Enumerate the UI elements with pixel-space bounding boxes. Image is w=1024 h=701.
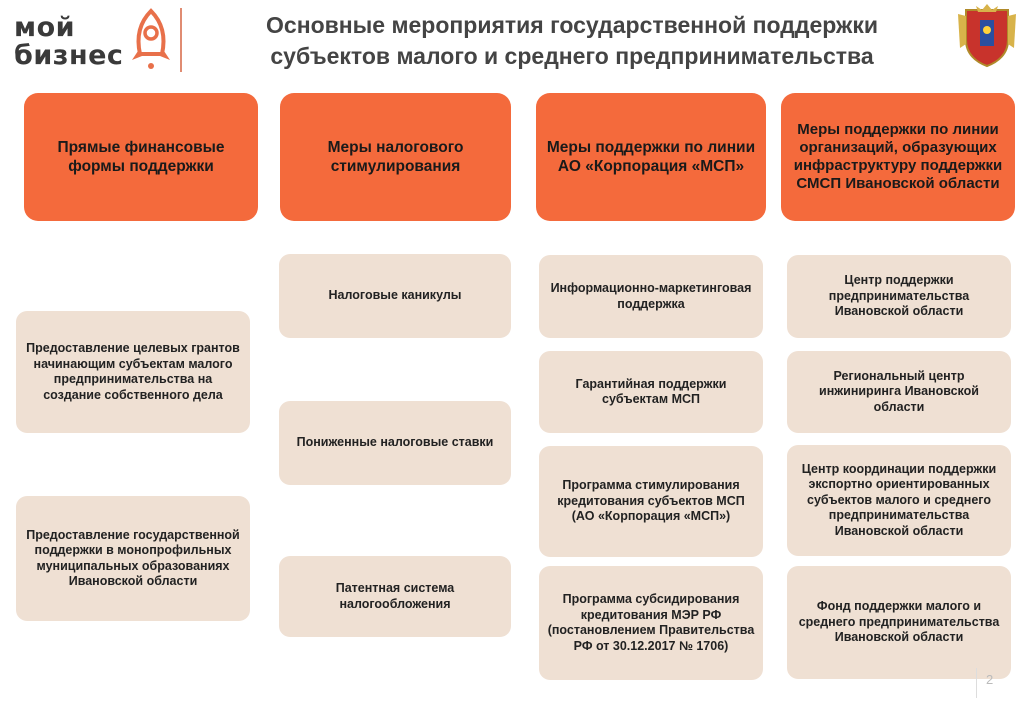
column-header-tax [280, 93, 511, 221]
card-text: Предоставление государственной поддержки в монопрофильных муниципальных образованиях Ивановской области [26, 527, 240, 588]
column-header-label: Меры поддержки по линии организаций, образующих инфраструктуру поддержки СМСП Ивановской области [793, 121, 1003, 192]
card-engineering-center [787, 351, 1011, 433]
card-info-marketing [539, 255, 763, 338]
column-header-label: Меры налогового стимулирования [327, 139, 464, 175]
card-text: Центр координации поддержки экспортно ориентированных субъектов малого и среднего предпринимательства Ивановской области [801, 461, 997, 538]
card-patent-system [279, 556, 511, 637]
card-guarantee-support [539, 351, 763, 433]
card-text: Центр поддержки предпринимательства Ивановской области [828, 273, 970, 319]
card-text: Информационно-маркетинговая поддержка [550, 281, 752, 311]
column-header-corporation [536, 93, 766, 221]
card-sme-fund [787, 566, 1011, 679]
page-number-rule [976, 668, 977, 698]
page-number: 2 [986, 672, 994, 687]
logo-line1: мой [14, 12, 76, 43]
card-text: Программа стимулирования кредитования субъектов МСП (АО «Корпорация «МСП») [557, 478, 745, 524]
card-text: Патентная система налогообложения [335, 581, 455, 611]
column-header-label: Прямые финансовые формы поддержки [57, 139, 225, 175]
title-line2: субъектов малого и среднего предпринимательства [270, 43, 874, 69]
card-text: Предоставление целевых грантов начинающим субъектам малого предпринимательства на создание собственного дела [26, 341, 240, 402]
card-monotown-support [16, 496, 250, 621]
card-text: Региональный центр инжиниринга Ивановской области [819, 368, 979, 414]
logo-line2: бизнес [14, 40, 124, 71]
header-divider [180, 8, 182, 72]
card-credit-subsidy [539, 566, 763, 680]
card-text: Гарантийная поддержки субъектам МСП [575, 376, 727, 406]
rocket-logo-icon [128, 8, 174, 78]
card-text: Налоговые каникулы [328, 288, 462, 303]
column-header-infrastructure [781, 93, 1015, 221]
card-reduced-tax-rates [279, 401, 511, 485]
card-text: Пониженные налоговые ставки [296, 435, 494, 450]
card-targeted-grants [16, 311, 250, 433]
column-header-label: Меры поддержки по линии АО «Корпорация «МСП» [546, 139, 756, 175]
card-export-center [787, 445, 1011, 556]
card-credit-stimulation [539, 446, 763, 557]
title-line1: Основные мероприятия государственной поддержки [266, 12, 878, 38]
page-title [192, 10, 952, 72]
card-text: Фонд поддержки малого и среднего предпринимательства Ивановской области [798, 599, 1000, 645]
card-tax-holidays [279, 254, 511, 338]
coat-of-arms-icon [956, 4, 1018, 70]
moy-biznes-logo [8, 6, 178, 78]
column-header-financial [24, 93, 258, 221]
card-text: Программа субсидирования кредитования МЭР РФ (постановлением Правительства РФ от 30.12.2017 № 1706) [547, 592, 755, 653]
card-business-support-center [787, 255, 1011, 338]
